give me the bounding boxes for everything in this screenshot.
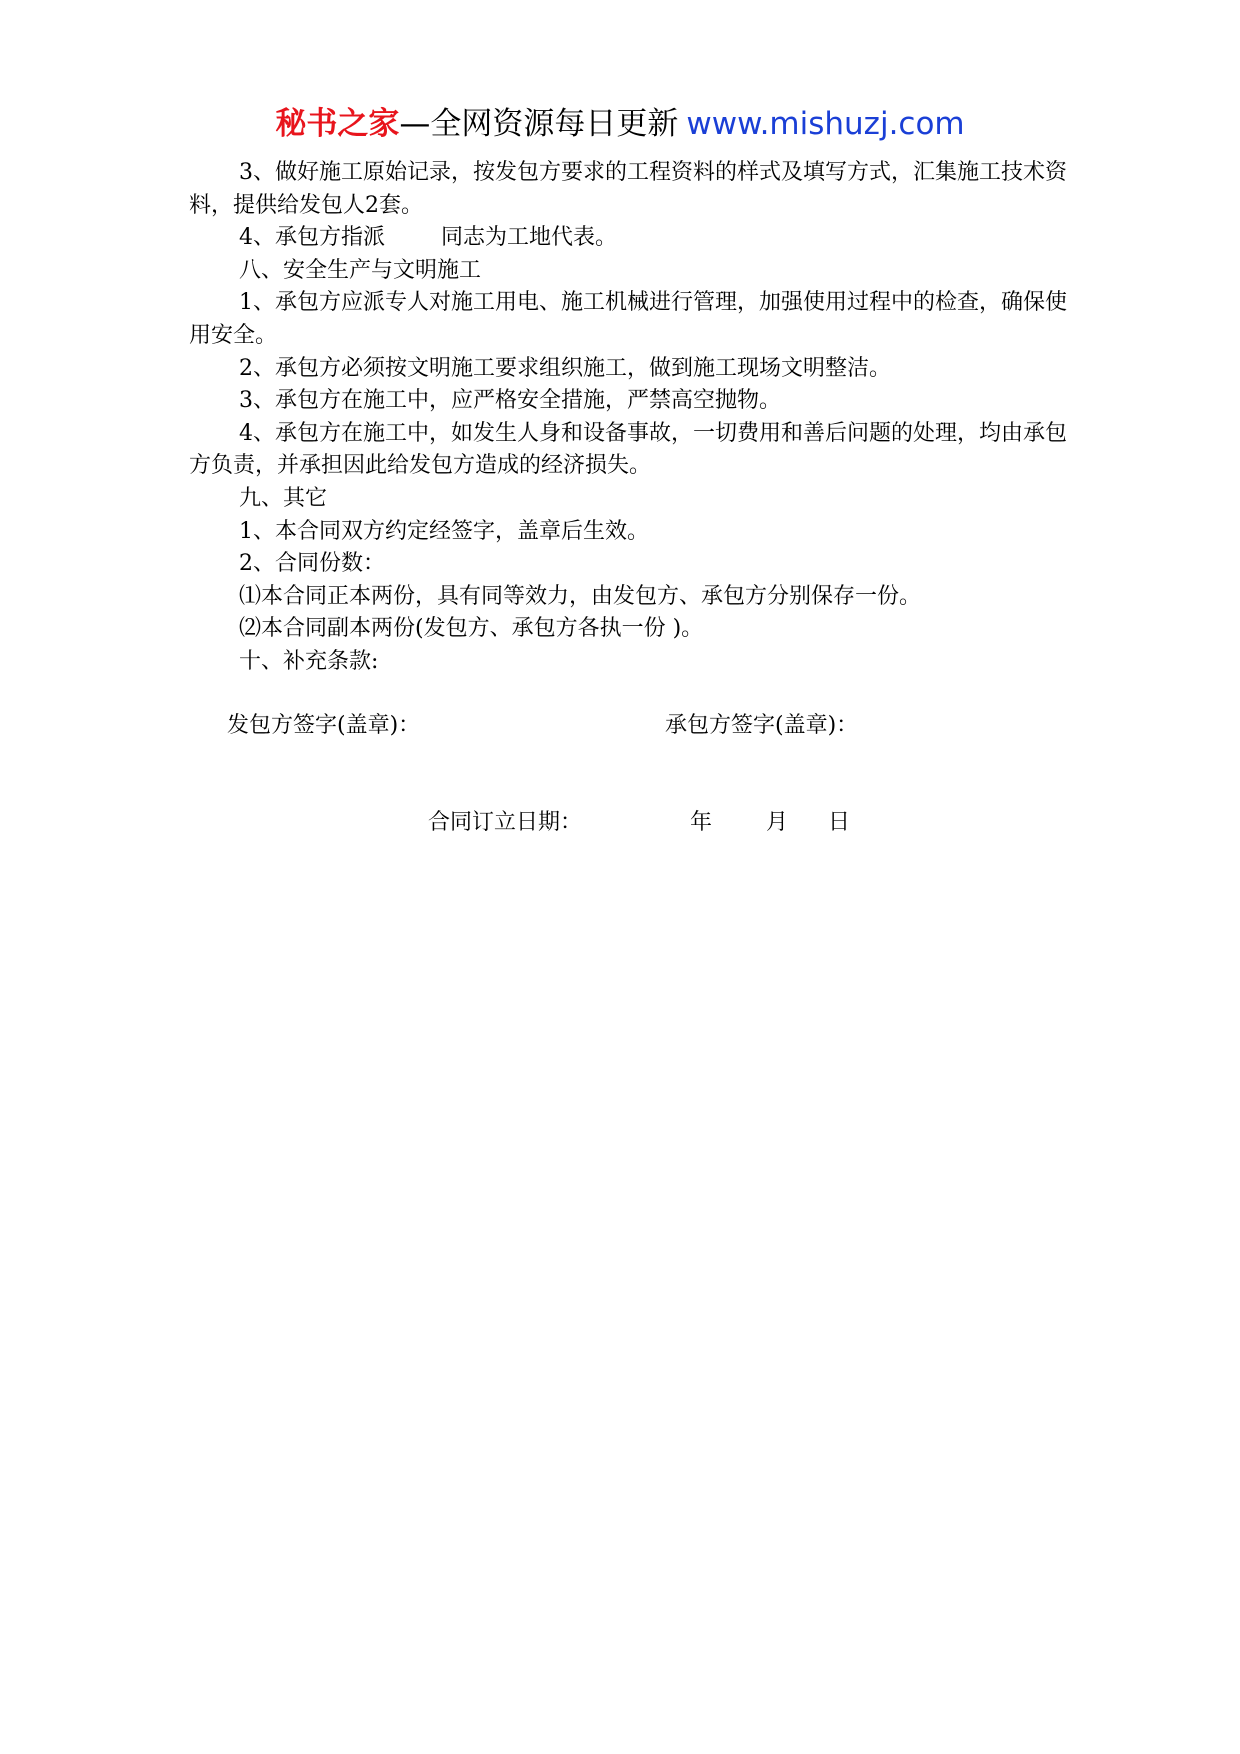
contract-body xyxy=(189,157,1069,679)
paragraph-safety-2: 2、承包方必须按文明施工要求组织施工，做到施工现场文明整洁。 xyxy=(239,355,891,381)
paragraph-safety-4: 4、承包方在施工中，如发生人身和设备事故，一切费用和善后问题的处理，均由承包方负责，并承担因此给发包方造成的经济损失。 xyxy=(189,420,1067,479)
brand-name: 秘书之家 xyxy=(275,106,400,142)
paragraph-duplicate-copies: ⑵本合同副本两份(发包方、承包方各执一份 )。 xyxy=(239,616,704,642)
section-heading-supplementary: 十、补充条款: xyxy=(239,648,379,674)
year-label: 年 xyxy=(690,810,713,835)
section-heading-other: 九、其它 xyxy=(239,485,328,511)
paragraph-site-representative xyxy=(189,222,1069,255)
paragraph-other-2: 2、合同份数： xyxy=(239,551,385,577)
section-heading-safety: 八、安全生产与文明施工 xyxy=(239,257,482,283)
paragraph-safety-1: 1、承包方应派专人对施工用电、施工机械进行管理，加强使用过程中的检查，确保使用安全。 xyxy=(189,290,1067,348)
paragraph-other-1: 1、本合同双方约定经签字，盖章后生效。 xyxy=(239,518,649,544)
day-label: 日 xyxy=(828,810,851,835)
page-header xyxy=(0,104,1240,144)
date-label: 合同订立日期： xyxy=(428,810,583,835)
paragraph-original-copies: ⑴本合同正本两份，具有同等效力，由发包方、承包方分别保存一份。 xyxy=(239,583,922,609)
header-slogan: —全网资源每日更新 xyxy=(399,106,679,142)
contract-date-line xyxy=(428,807,850,839)
representative-suffix: 同志为工地代表。 xyxy=(441,225,618,251)
paragraph-safety-3: 3、承包方在施工中，应严格安全措施，严禁高空抛物。 xyxy=(239,388,781,414)
month-label: 月 xyxy=(766,810,789,835)
party-b-signature-label: 承包方签字(盖章)： xyxy=(665,713,859,738)
representative-label: 4、承包方指派 xyxy=(239,225,385,251)
party-a-signature-label: 发包方签字(盖章)： xyxy=(227,713,421,738)
header-url: www.mishuzj.com xyxy=(686,106,965,142)
paragraph-records: 3、做好施工原始记录，按发包方要求的工程资料的样式及填写方式，汇集施工技术资料，提供给发包人2套。 xyxy=(189,160,1067,218)
